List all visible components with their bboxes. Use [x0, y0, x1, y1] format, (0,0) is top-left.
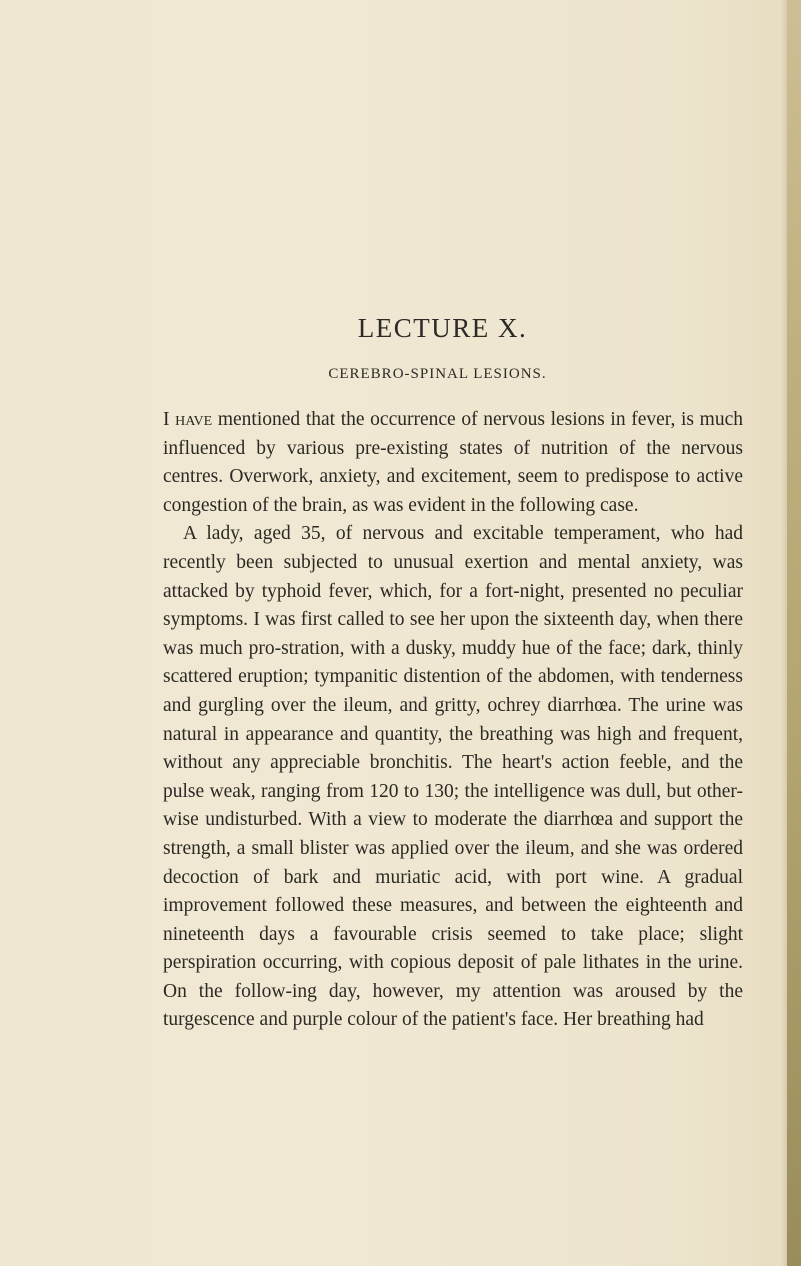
paragraph-1 — [163, 406, 743, 520]
paragraph-2: A lady, aged 35, of nervous and excitable temperament, who had recently been subjected to unusual exertion and mental anxiety, was attacked by typhoid fever, which, for a fort-night, presented no peculiar symptoms. I was first called to see her upon the sixteenth day, when there was much pro-stration, with a dusky, muddy hue of the face; dark, thinly scattered eruption; tympanitic distention of the abdomen, with tenderness and gurgling over the ileum, and gritty, ochrey diarrhœa. The urine was natural in appearance and quantity, the breathing was high and frequent, without any appreciable bronchitis. The heart's action feeble, and the pulse weak, ranging from 120 to 130; the intelligence was dull, but other-wise undisturbed. With a view to moderate the diarrhœa and support the strength, a small blister was applied over the ileum, and she was ordered decoction of bark and muriatic acid, with port wine. A gradual improvement followed these measures, and between the eighteenth and nineteenth days a favourable crisis seemed to take place; slight perspiration occurring, with copious deposit of pale lithates in the urine. On the follow-ing day, however, my attention was aroused by the turgescence and purple colour of the patient's face. Her breathing had — [163, 523, 743, 1031]
body-text — [163, 406, 743, 1035]
chapter-subtitle: CEREBRO-SPINAL LESIONS. — [328, 366, 547, 382]
paragraph-lead: I have — [163, 409, 213, 430]
paragraph-1-text: mentioned that the occurrence of nervous lesions in fever, is much influenced by various pre-existing states of nutrition of the nervous centres. Overwork, anxiety, and excitement, seem to predispose to active congestion of the brain, as was evident in the following case. — [163, 409, 743, 516]
page-edge — [787, 0, 801, 1266]
lecture-title: LECTURE X. — [357, 313, 528, 343]
